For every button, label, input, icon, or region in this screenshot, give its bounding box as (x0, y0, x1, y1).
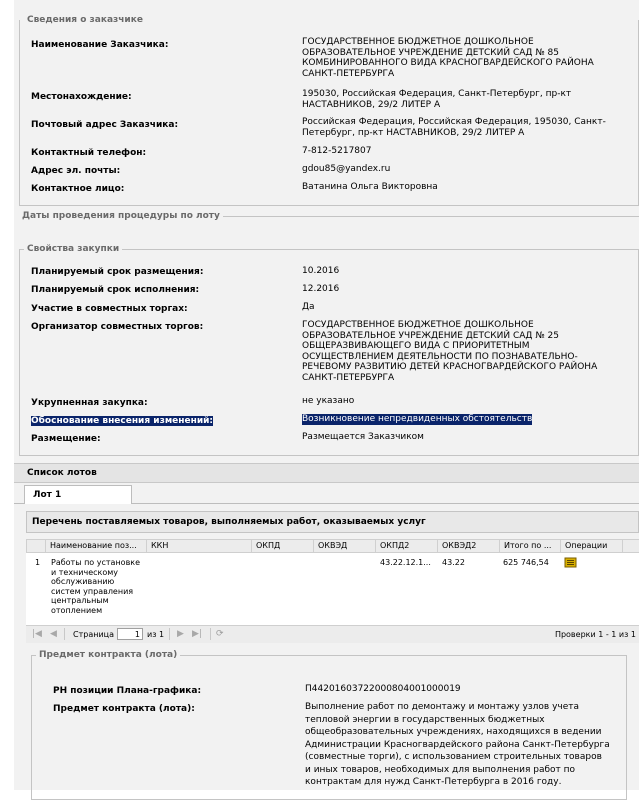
grid-col-rownum (26, 539, 46, 553)
page-count-label: из 1 (147, 630, 165, 639)
row-item-name: Работы по установке и техническому обслуживанию систем управления центральным отоплением (51, 558, 141, 615)
goods-grid-title (26, 511, 639, 533)
records-count: Проверки 1 - 1 из 1 (554, 630, 636, 639)
placement-label: Размещение: (31, 434, 101, 444)
contact-person-value: Ватанина Ольга Викторовна (302, 182, 438, 192)
view-details-icon[interactable] (564, 557, 577, 568)
postal-address-label: Почтовый адрес Заказчика: (31, 120, 179, 130)
page-number-input[interactable] (117, 628, 143, 640)
grid-col-kkn[interactable]: ККН (147, 539, 252, 553)
change-reason-label: Обоснование внесения изменений: (31, 416, 214, 426)
tab-lot-1-label: Лот 1 (33, 490, 62, 500)
grid-col-name[interactable]: Наименование поз... (46, 539, 147, 553)
customer-legend: Сведения о заказчике (27, 15, 143, 25)
grid-col-okved2[interactable]: ОКВЭД2 (438, 539, 500, 553)
grid-col-okpd[interactable]: ОКПД (252, 539, 314, 553)
prev-page-icon[interactable]: ◀ (50, 629, 57, 639)
customer-name-value: ГОСУДАРСТВЕННОЕ БЮДЖЕТНОЕ ДОШКОЛЬНОЕ ОБРАЗОВАТЕЛЬНОЕ УЧРЕЖДЕНИЕ ДЕТСКИЙ САД № 85 КОМБИНИРОВАННОГО ВИДА КРАСНОГВАРДЕЙСКОГО РАЙОНА САНКТ-ПЕТЕРБУРГА (302, 37, 594, 79)
postal-address-value: Российская Федерация, Российская Федерация, 195030, Санкт- Петербург, пр-кт НАСТАВНИКОВ, 29/2 ЛИТЕР А (302, 117, 606, 138)
location-value: 195030, Российская Федерация, Санкт-Петербург, пр-кт НАСТАВНИКОВ, 29/2 ЛИТЕР А (302, 89, 572, 110)
refresh-icon[interactable]: ⟳ (216, 629, 224, 639)
lots-list-header (14, 463, 639, 483)
next-page-icon[interactable]: ▶ (177, 629, 184, 639)
contact-person-label: Контактное лицо: (31, 184, 125, 194)
purchase-properties-legend: Свойства закупки (27, 244, 120, 254)
table-row[interactable] (26, 553, 639, 625)
phone-value: 7-812-5217807 (302, 146, 372, 156)
customer-name-label: Наименование Заказчика: (31, 40, 169, 50)
row-okved2: 43.22 (442, 558, 465, 567)
joint-organizer-label: Организатор совместных торгов: (31, 322, 204, 332)
lots-list-title: Список лотов (27, 468, 97, 478)
dates-legend[interactable]: Даты проведения процедуры по лоту (22, 211, 220, 221)
grid-pager (26, 625, 639, 643)
grid-col-operations[interactable]: Операции (561, 539, 623, 553)
phone-label: Контактный телефон: (31, 148, 147, 158)
location-label: Местонахождение: (31, 92, 132, 102)
joint-tender-label: Участие в совместных торгах: (31, 304, 188, 314)
grid-col-okpd2[interactable]: ОКПД2 (376, 539, 438, 553)
placement-term-value: 10.2016 (302, 266, 340, 276)
joint-tender-value: Да (302, 302, 315, 312)
placement-value: Размещается Заказчиком (302, 432, 424, 442)
last-page-icon[interactable]: ▶| (192, 629, 202, 639)
plan-position-rn-value: П44201603722000804001000019 (305, 684, 461, 694)
left-gutter (0, 0, 15, 790)
dates-section (19, 211, 639, 231)
grid-col-total[interactable]: Итого по ... (500, 539, 561, 553)
row-total: 625 746,54 (503, 558, 549, 567)
page-label: Страница (73, 630, 115, 639)
placement-term-label: Планируемый срок размещения: (31, 267, 204, 277)
consolidated-purchase-label: Укрупненная закупка: (31, 398, 148, 408)
email-value: gdou85@yandex.ru (302, 164, 391, 174)
execution-term-value: 12.2016 (302, 284, 340, 294)
lot-tabbar (14, 483, 639, 504)
contract-subject-label: Предмет контракта (лота): (53, 704, 195, 714)
email-label: Адрес эл. почты: (31, 166, 121, 176)
plan-position-rn-label: РН позиции Плана-графика: (53, 686, 202, 696)
joint-organizer-value: ГОСУДАРСТВЕННОЕ БЮДЖЕТНОЕ ДОШКОЛЬНОЕ ОБРАЗОВАТЕЛЬНОЕ УЧРЕЖДЕНИЕ ДЕТСКИЙ САД № 25 ОБЩЕРАЗВИВАЮЩЕГО ВИДА С ПРИОРИТЕТНЫМ ОСУЩЕСТВЛЕНИЕМ ДЕЯТЕЛЬНОСТИ ПО ПОЗНАВАТЕЛЬНО- РЕЧЕВОМУ РАЗВИТИЮ ДЕТЕЙ КРАСНОГВАРДЕЙСКОГО РАЙОНА САНКТ-ПЕТЕРБУРГА (302, 320, 598, 383)
consolidated-purchase-value: не указано (302, 396, 355, 406)
tab-lot-1[interactable] (24, 485, 132, 504)
goods-grid-title-text: Перечень поставляемых товаров, выполняемых работ, оказываемых услуг (32, 517, 426, 527)
first-page-icon[interactable]: |◀ (32, 629, 42, 639)
change-reason-value: Возникновение непредвиденных обстоятельств (302, 414, 533, 424)
contract-subject-legend: Предмет контракта (лота) (39, 650, 178, 660)
row-number: 1 (35, 558, 41, 567)
grid-col-scroll-spacer (623, 539, 639, 553)
grid-col-okved[interactable]: ОКВЭД (314, 539, 376, 553)
execution-term-label: Планируемый срок исполнения: (31, 285, 200, 295)
contract-subject-value: Выполнение работ по демонтажу и монтажу узлов учета тепловой энергии в государственных бюджетных общеобразовательных учреждениях, находящихся в ведении Администрации Красногвардейского района Санкт-Петербурга (совместные торги), с использованием строительных товаров и иных товаров, необходимых для выполнения работ по контрактам для нужд Санкт-Петербурга в 2016 году. (305, 702, 610, 787)
row-okpd2: 43.22.12.1... (380, 558, 431, 567)
